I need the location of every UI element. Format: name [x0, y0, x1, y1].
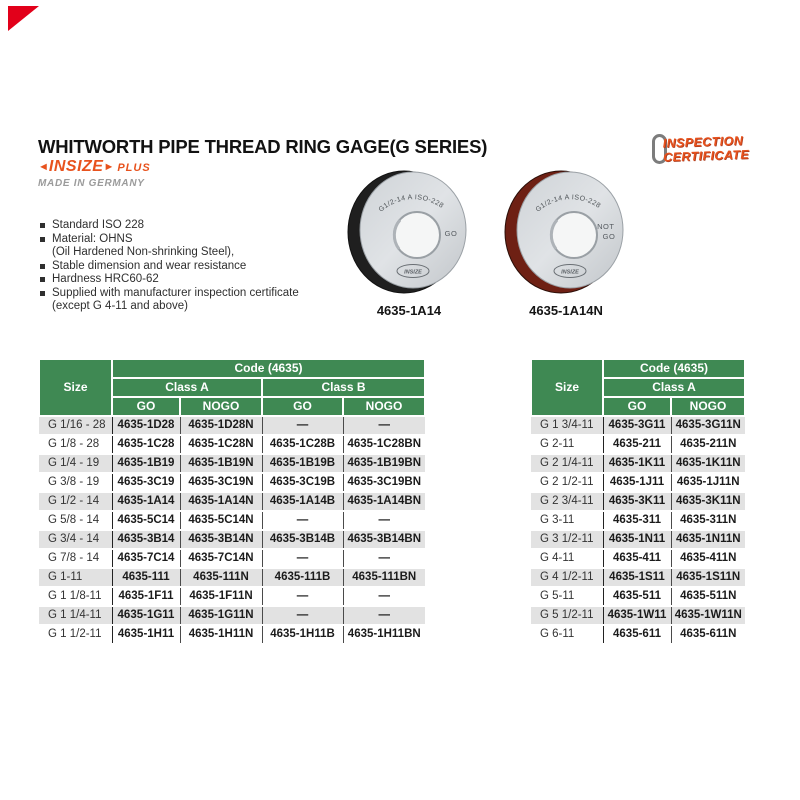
code-cell: 4635-1B19: [112, 454, 180, 473]
corner-triangle-decoration: [8, 6, 39, 31]
empty-cell: —: [343, 587, 425, 606]
size-column-header: Size: [531, 359, 603, 416]
size-cell: G 2-11: [531, 435, 603, 454]
size-cell: G 1 3/4-11: [531, 416, 603, 435]
size-cell: G 3/4 - 14: [39, 530, 112, 549]
code-table-left: [38, 358, 426, 643]
code-cell: 4635-1C28N: [180, 435, 262, 454]
table-row: [39, 454, 425, 473]
code-cell: 4635-1H11B: [262, 625, 343, 643]
table-row: [39, 549, 425, 568]
class-header: Class B: [262, 378, 425, 397]
table-row: [531, 606, 745, 625]
stamp-text: INSIZE: [561, 269, 579, 276]
size-cell: G 5 1/2-11: [531, 606, 603, 625]
code-cell: 4635-1K11: [603, 454, 671, 473]
table-row: [39, 606, 425, 625]
empty-cell: —: [343, 416, 425, 435]
table-row: [39, 473, 425, 492]
code-cell: 4635-411N: [671, 549, 745, 568]
code-cell: 4635-611: [603, 625, 671, 643]
empty-cell: —: [262, 416, 343, 435]
product-notgo-ring: [504, 170, 628, 318]
badge-text: [663, 135, 750, 165]
size-cell: G 7/8 - 14: [39, 549, 112, 568]
brand-logo-plus: PLUS: [117, 162, 151, 174]
size-cell: G 1 1/4-11: [39, 606, 112, 625]
table-row: [39, 625, 425, 643]
table-row: [39, 416, 425, 435]
code-cell: 4635-1B19B: [262, 454, 343, 473]
size-cell: G 6-11: [531, 625, 603, 643]
size-cell: G 2 3/4-11: [531, 492, 603, 511]
size-cell: G 1/8 - 28: [39, 435, 112, 454]
feature-text: Stable dimension and wear resistance: [52, 259, 247, 272]
code-cell: 4635-1C28: [112, 435, 180, 454]
empty-cell: —: [343, 511, 425, 530]
product-go-ring: [347, 170, 471, 318]
table-row: [531, 416, 745, 435]
empty-cell: —: [343, 606, 425, 625]
size-cell: G 2 1/4-11: [531, 454, 603, 473]
code-cell: 4635-111BN: [343, 568, 425, 587]
feature-text: (except G 4-11 and above): [52, 300, 188, 312]
code-cell: 4635-411: [603, 549, 671, 568]
empty-cell: —: [262, 606, 343, 625]
code-cell: 4635-1G11: [112, 606, 180, 625]
empty-cell: —: [262, 549, 343, 568]
gonogo-header: GO: [262, 397, 343, 416]
code-cell: 4635-1C28B: [262, 435, 343, 454]
feature-text: Material: OHNS: [52, 232, 133, 245]
code-cell: 4635-1S11N: [671, 568, 745, 587]
feature-text: Supplied with manufacturer inspection certificate: [52, 286, 299, 299]
class-header: Class A: [603, 378, 745, 397]
code-cell: 4635-211N: [671, 435, 745, 454]
code-table-left-wrap: [38, 358, 426, 643]
size-cell: G 4 1/2-11: [531, 568, 603, 587]
feature-item: [40, 287, 340, 301]
code-table-right-wrap: [530, 358, 746, 643]
gonogo-header: NOGO: [671, 397, 745, 416]
size-cell: G 1/16 - 28: [39, 416, 112, 435]
size-cell: G 1/4 - 19: [39, 454, 112, 473]
code-column-header: Code (4635): [112, 359, 425, 378]
brand-logo-text: INSIZE: [48, 158, 104, 175]
bullet-icon: [40, 291, 45, 296]
product-code-label: 4635-1A14N: [529, 303, 603, 318]
bullet-icon: [40, 223, 45, 228]
code-cell: 4635-111: [112, 568, 180, 587]
stamp-text: INSIZE: [404, 269, 422, 276]
code-cell: 4635-5C14: [112, 511, 180, 530]
ring-face-text: G1/2-14 A ISO-228: [534, 194, 602, 214]
feature-item: [40, 219, 340, 233]
badge-line2: CERTIFICATE: [662, 147, 750, 165]
go-marking: GO: [444, 229, 458, 238]
code-cell: 4635-3C19N: [180, 473, 262, 492]
table-row: [531, 435, 745, 454]
size-cell: G 4-11: [531, 549, 603, 568]
gonogo-header: GO: [603, 397, 671, 416]
table-row: [39, 435, 425, 454]
gonogo-header: NOGO: [180, 397, 262, 416]
code-cell: 4635-7C14N: [180, 549, 262, 568]
badge-line1: INSPECTION: [662, 133, 744, 151]
bullet-icon: [40, 277, 45, 282]
code-cell: 4635-611N: [671, 625, 745, 643]
size-cell: G 2 1/2-11: [531, 473, 603, 492]
product-code-label: 4635-1A14: [376, 303, 442, 318]
code-cell: 4635-1W11: [603, 606, 671, 625]
brand-logo: [38, 158, 151, 176]
table-row: [531, 568, 745, 587]
code-cell: 4635-1C28BN: [343, 435, 425, 454]
feature-list: [40, 219, 340, 314]
feature-item: [40, 233, 340, 247]
table-row: [531, 492, 745, 511]
empty-cell: —: [262, 511, 343, 530]
logo-left-arrow-icon: ◄: [38, 161, 49, 173]
code-cell: 4635-1S11: [603, 568, 671, 587]
table-row: [531, 511, 745, 530]
size-cell: G 1/2 - 14: [39, 492, 112, 511]
size-cell: G 5-11: [531, 587, 603, 606]
bullet-icon: [40, 264, 45, 269]
table-row: [531, 530, 745, 549]
code-cell: 4635-1A14B: [262, 492, 343, 511]
code-table-right: [530, 358, 746, 643]
size-cell: G 3 1/2-11: [531, 530, 603, 549]
table-row: [39, 568, 425, 587]
feature-text: (Oil Hardened Non-shrinking Steel),: [52, 246, 235, 258]
gonogo-header: NOGO: [343, 397, 425, 416]
code-cell: 4635-1B19BN: [343, 454, 425, 473]
code-cell: 4635-1N11N: [671, 530, 745, 549]
code-cell: 4635-3G11N: [671, 416, 745, 435]
code-cell: 4635-1J11N: [671, 473, 745, 492]
code-cell: 4635-7C14: [112, 549, 180, 568]
code-cell: 4635-3B14N: [180, 530, 262, 549]
size-cell: G 3/8 - 19: [39, 473, 112, 492]
table-row: [531, 549, 745, 568]
table-row: [531, 625, 745, 643]
class-header: Class A: [112, 378, 262, 397]
logo-right-arrow-icon: ►: [103, 161, 115, 173]
size-cell: G 1-11: [39, 568, 112, 587]
bullet-icon: [40, 237, 45, 242]
code-cell: 4635-1F11: [112, 587, 180, 606]
feature-text: Hardness HRC60-62: [52, 273, 159, 285]
notgo-ring-image: [504, 170, 628, 296]
table-row: [531, 587, 745, 606]
code-cell: 4635-511N: [671, 587, 745, 606]
code-cell: 4635-3B14B: [262, 530, 343, 549]
ring-hole: [551, 212, 597, 258]
size-column-header: Size: [39, 359, 112, 416]
size-cell: G 1 1/8-11: [39, 587, 112, 606]
code-cell: 4635-311: [603, 511, 671, 530]
code-cell: 4635-1D28: [112, 416, 180, 435]
code-cell: 4635-3K11N: [671, 492, 745, 511]
code-cell: 4635-1N11: [603, 530, 671, 549]
code-cell: 4635-1H11N: [180, 625, 262, 643]
ring-hole: [394, 212, 440, 258]
code-cell: 4635-1K11N: [671, 454, 745, 473]
code-cell: 4635-111B: [262, 568, 343, 587]
page-title: WHITWORTH PIPE THREAD RING GAGE(G SERIES): [38, 136, 488, 157]
table-row: [39, 492, 425, 511]
size-cell: G 3-11: [531, 511, 603, 530]
code-cell: 4635-1G11N: [180, 606, 262, 625]
table-row: [531, 454, 745, 473]
code-cell: 4635-1F11N: [180, 587, 262, 606]
code-cell: 4635-3K11: [603, 492, 671, 511]
size-cell: G 5/8 - 14: [39, 511, 112, 530]
feature-item: [40, 246, 340, 260]
code-cell: 4635-1A14N: [180, 492, 262, 511]
code-cell: 4635-111N: [180, 568, 262, 587]
code-cell: 4635-5C14N: [180, 511, 262, 530]
size-cell: G 1 1/2-11: [39, 625, 112, 643]
code-cell: 4635-3G11: [603, 416, 671, 435]
inspection-certificate-badge: [652, 131, 770, 175]
code-cell: 4635-211: [603, 435, 671, 454]
code-cell: 4635-1D28N: [180, 416, 262, 435]
feature-text: Standard ISO 228: [52, 219, 145, 231]
ring-face-text: G1/2-14 A ISO-228: [377, 194, 445, 214]
empty-cell: —: [343, 549, 425, 568]
code-cell: 4635-311N: [671, 511, 745, 530]
code-cell: 4635-1H11: [112, 625, 180, 643]
feature-item: [40, 260, 340, 274]
notgo-marking: NOT GO: [597, 222, 616, 241]
feature-item: [40, 273, 340, 287]
code-column-header: Code (4635): [603, 359, 745, 378]
code-cell: 4635-1A14: [112, 492, 180, 511]
code-cell: 4635-1W11N: [671, 606, 745, 625]
code-cell: 4635-1J11: [603, 473, 671, 492]
code-cell: 4635-3C19B: [262, 473, 343, 492]
made-in-label: MADE IN GERMANY: [38, 178, 145, 189]
table-row: [531, 473, 745, 492]
table-row: [39, 530, 425, 549]
table-row: [39, 511, 425, 530]
empty-cell: —: [262, 587, 343, 606]
go-ring-image: [347, 170, 471, 296]
feature-item: [40, 300, 340, 314]
code-cell: 4635-511: [603, 587, 671, 606]
gonogo-header: GO: [112, 397, 180, 416]
code-cell: 4635-3C19BN: [343, 473, 425, 492]
code-cell: 4635-3C19: [112, 473, 180, 492]
code-cell: 4635-1H11BN: [343, 625, 425, 643]
code-cell: 4635-1A14BN: [343, 492, 425, 511]
code-cell: 4635-3B14: [112, 530, 180, 549]
code-cell: 4635-1B19N: [180, 454, 262, 473]
table-row: [39, 587, 425, 606]
code-cell: 4635-3B14BN: [343, 530, 425, 549]
